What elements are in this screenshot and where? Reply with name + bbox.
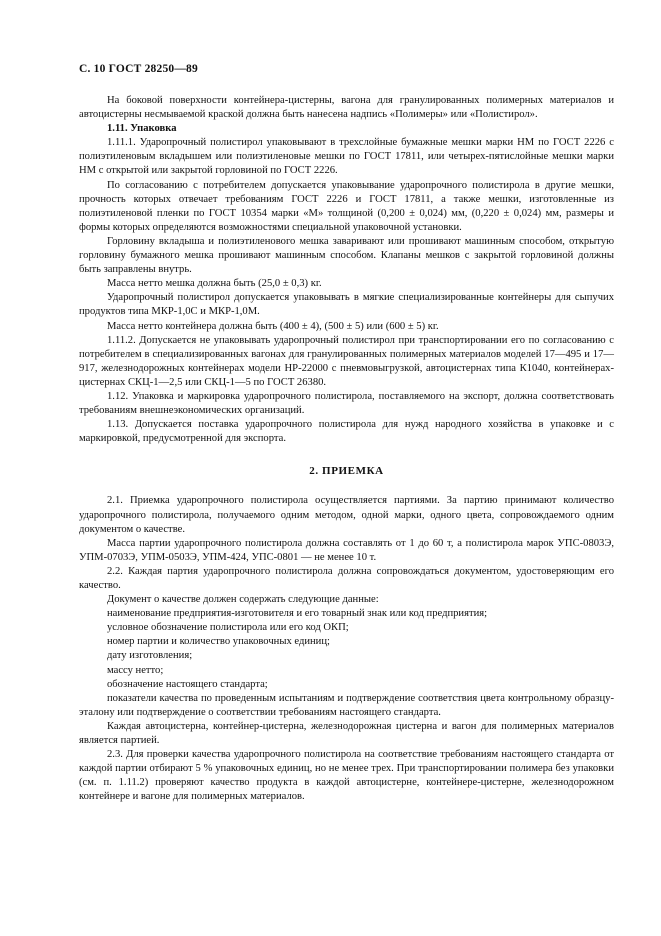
- paragraph: 1.11.2. Допускается не упаковывать ударопрочный полистирол при транспортировании его по согласованию с потребителем в специализированных вагонах для гранулированных полимерных материалов моделей 17—495 и 17—917, железнодорожных контейнерах модели НР-22000 с пневмовыгрузкой, автоцистернах типа К1040, контейнерах-цистернах СКЦ-1—2,5 или СКЦ-1—5 по ГОСТ 26380.: [79, 334, 614, 388]
- paragraph: 2.2. Каждая партия ударопрочного полистирола должна сопровождаться документом, удостоверяющим его качество.: [79, 565, 614, 591]
- list-item: номер партии и количество упаковочных единиц;: [107, 636, 330, 648]
- paragraph: 1.12. Упаковка и маркировка ударопрочного полистирола, поставляемого на экспорт, должна соответствовать требованиям внешнеэкономических организаций.: [79, 390, 614, 417]
- paragraph: На боковой поверхности контейнера-цистерны, вагона для гранулированных полимерных материалов и автоцистерны несмываемой краской должна быть нанесена надпись «Полимеры» или «Полистирол».: [79, 95, 614, 121]
- paragraph: Каждая автоцистерна, контейнер-цистерна, железнодорожная цистерна и вагон для полимерных материалов является партией.: [79, 720, 614, 747]
- paragraph: Масса нетто мешка должна быть (25,0 ± 0,3) кг.: [107, 278, 322, 290]
- section-title: 2. ПРИЕМКА: [309, 465, 384, 478]
- paragraph: 2.3. Для проверки качества ударопрочного полистирола на соответствие требованиям настоящего стандарта от каждой партии отбирают 5 % упаковочных единиц, но не менее трех. При транспортировании полимера без упаковки (см. п. 1.11.2) проверяют качество продукта в каждой автоцистерне, контейнере-цистерне, железнодорожном контейнере и вагоне для полимерных материалов.: [79, 749, 614, 803]
- paragraph: Горловину вкладыша и полиэтиленового мешка заваривают или прошивают машинным способом, открытую горловину бумажного мешка прошивают машинным способом. Клапаны мешков с закрытой горловиной должны быть заправлены внутрь.: [79, 235, 614, 276]
- list-item: показатели качества по проведенным испытаниям и подтверждение соответствия цвета контрольному образцу-эталону или подтверждение о соответствии требованиям настоящего стандарта.: [79, 692, 614, 718]
- paragraph: 2.1. Приемка ударопрочного полистирола осуществляется партиями. За партию принимают количество ударопрочного полистирола, получаемого одним методом, одной марки, одного цвета, сопровождаемого одним документом о качестве.: [79, 495, 614, 535]
- list-item: условное обозначение полистирола или его код ОКП;: [107, 622, 349, 634]
- list-item: обозначение настоящего стандарта;: [107, 678, 268, 690]
- subsection-heading: 1.11. Упаковка: [107, 123, 177, 135]
- list-item: массу нетто;: [107, 664, 164, 676]
- paragraph: Ударопрочный полистирол допускается упаковывать в мягкие специализированные контейнеры для сыпучих продуктов типа МКР-1,0С и МКР-1,0М.: [79, 292, 614, 318]
- paragraph: 1.13. Допускается поставка ударопрочного полистирола для нужд народного хозяйства в упаковке и с маркировкой, предусмотренной для экспорта.: [79, 419, 614, 445]
- paragraph: Масса нетто контейнера должна быть (400 ± 4), (500 ± 5) или (600 ± 5) кг.: [107, 320, 439, 332]
- paragraph: Масса партии ударопрочного полистирола должна составлять от 1 до 60 т, а полистирола марок УПС-0803Э, УПМ-0703Э, УПМ-0503Э, УПМ-424, УПС-0801 — не менее 10 т.: [79, 537, 614, 563]
- list-item: дату изготовления;: [107, 650, 193, 662]
- list-item: наименование предприятия-изготовителя и его товарный знак или код предприятия;: [107, 608, 488, 620]
- paragraph: По согласованию с потребителем допускается упаковывание ударопрочного полистирола в другие мешки, прочность которых отвечает требованиям ГОСТ 2226 и ГОСТ 17811, а также мешки, изготовленные из полиэтиленовой пленки по ГОСТ 10354 марки «М» толщиной (0,200 ± 0,024) мм, (0,220 ± 0,024) мм, размеры и формы которых определяются возможностями специальной упаковочной установки.: [79, 179, 614, 233]
- paragraph: Документ о качестве должен содержать следующие данные:: [107, 594, 379, 606]
- paragraph: 1.11.1. Ударопрочный полистирол упаковывают в трехслойные бумажные мешки марки НМ по ГОСТ 2226 с полиэтиленовым вкладышем или полиэтиленовые мешки по ГОСТ 17811, или четырех-пятислойные мешки марки НМ с открытой или закрытой горловиной по ГОСТ 2226.: [79, 137, 614, 177]
- document-body: [79, 94, 614, 805]
- page-header: С. 10 ГОСТ 28250—89: [79, 63, 198, 75]
